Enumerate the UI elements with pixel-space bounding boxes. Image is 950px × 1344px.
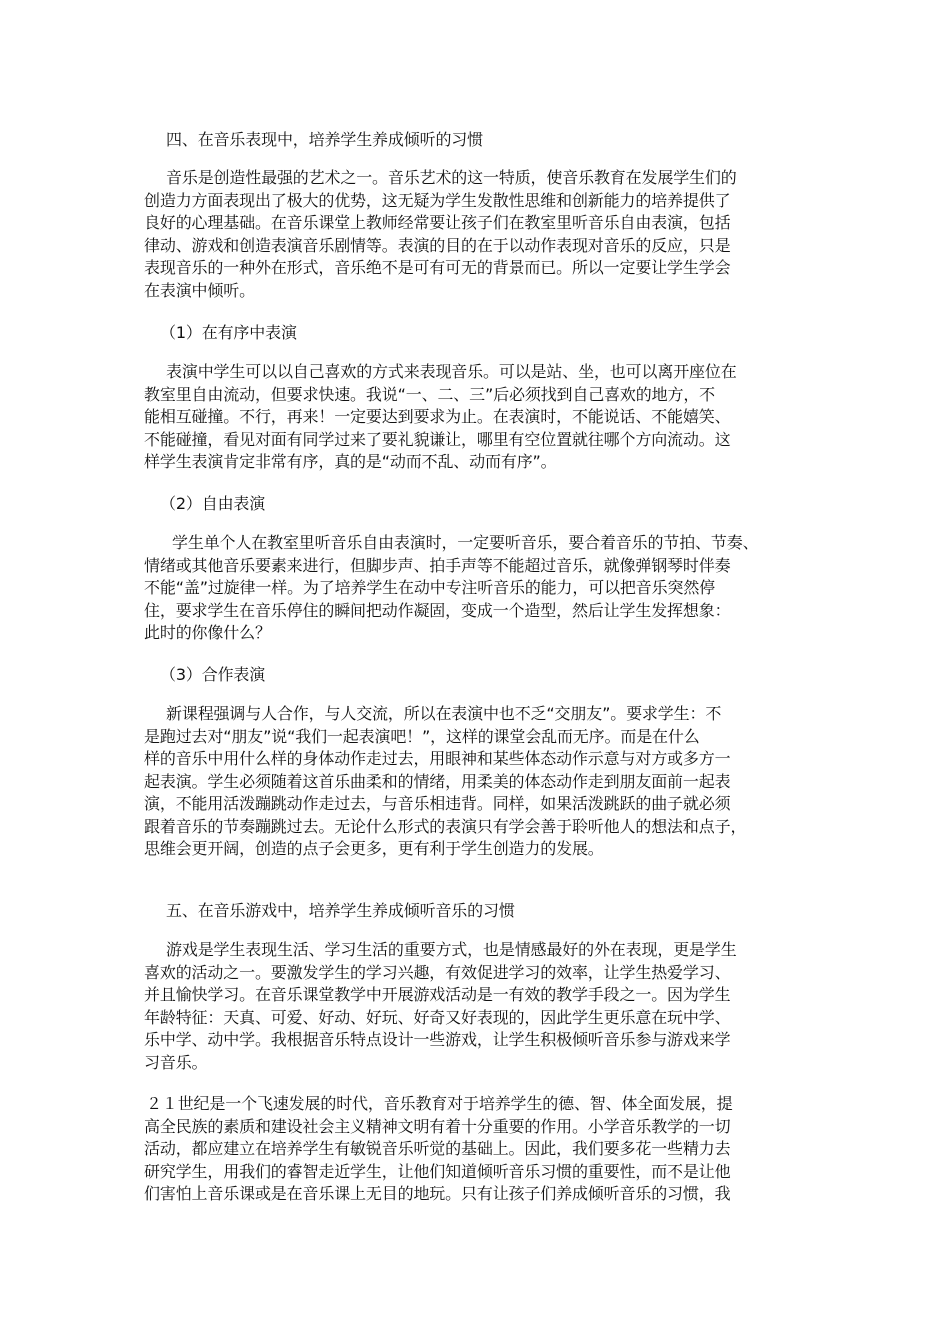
paragraph-line: 良好的心理基础。在音乐课堂上教师经常要让孩子们在教室里听音乐自由表演，包括 (144, 213, 731, 232)
paragraph-line: 思维会更开阔，创造的点子会更多，更有利于学生创造力的发展。 (144, 839, 604, 858)
paragraph-line: 住，要求学生在音乐停住的瞬间把动作凝固，变成一个造型，然后让学生发挥想象： (144, 600, 731, 620)
subsection-title-text: （3）合作表演 (160, 665, 266, 684)
section-5-heading (166, 900, 515, 923)
subsection-3-paragraph (144, 703, 747, 861)
paragraph-line: 在表演中倾听。 (144, 280, 255, 300)
paragraph-line: 演，不能用活泼蹦跳动作走过去，与音乐相违背。同样，如果活泼跳跃的曲子就必须 (144, 794, 731, 813)
paragraph-line: 样的音乐中用什么样的身体动作走过去，用眼神和某些体态动作示意与对方或多方一 (144, 749, 731, 768)
paragraph-line: 新课程强调与人合作，与人交流，所以在表演中也不乏“交朋友”。要求学生：不 (166, 704, 722, 723)
paragraph-line: 表演中学生可以以自己喜欢的方式来表现音乐。可以是站、坐，也可以离开座位在 (166, 362, 737, 381)
paragraph-line: 并且愉快学习。在音乐课堂教学中开展游戏活动是一有效的教学手段之一。因为学生 (144, 985, 731, 1004)
paragraph-line: 活动，都应建立在培养学生有敏锐音乐听觉的基础上。因此，我们要多花一些精力去 (144, 1139, 731, 1158)
paragraph-line: 样学生表演肯定非常有序，真的是“动而不乱、动而有序”。 (144, 452, 557, 471)
paragraph-line: 乐中学、动中学。我根据音乐特点设计一些游戏，让学生积极倾听音乐参与游戏来学 (144, 1030, 731, 1049)
paragraph-line: ２１世纪是一个飞速发展的时代，音乐教育对于培养学生的德、智、体全面发展，提 (146, 1094, 733, 1113)
heading-text: 五、在音乐游戏中，培养学生养成倾听音乐的习惯 (166, 901, 515, 920)
subsection-2-title (160, 493, 265, 516)
paragraph-line: 高全民族的素质和建设社会主义精神文明有着十分重要的作用。小学音乐教学的一切 (144, 1116, 731, 1136)
paragraph-line: 学生单个人在教室里听音乐自由表演时，一定要听音乐，要合着音乐的节拍、节奏、 (172, 533, 759, 552)
subsection-1-title (160, 322, 297, 345)
paragraph-line: 此时的你像什么？ (144, 623, 271, 642)
paragraph-line: 能相互碰撞。不行，再来！一定要达到要求为止。在表演时，不能说话、不能嬉笑、 (144, 407, 731, 426)
subsection-title-text: （2）自由表演 (160, 494, 266, 513)
section-4-intro-paragraph (144, 167, 737, 302)
paragraph-line: 年龄特征：天真、可爱、好动、好玩、好奇又好表现的，因此学生更乐意在玩中学、 (144, 1007, 731, 1027)
subsection-1-paragraph (144, 361, 737, 474)
paragraph-line: 研究学生，用我们的睿智走近学生，让他们知道倾听音乐习惯的重要性，而不是让他 (144, 1161, 731, 1181)
paragraph-line: 情绪或其他音乐要素来进行，但脚步声、拍手声等不能超过音乐，就像弹钢琴时伴奏 (144, 555, 731, 575)
paragraph-line: 跟着音乐的节奏蹦跳过去。无论什么形式的表演只有学会善于聆听他人的想法和点子， (144, 816, 747, 836)
paragraph-line: 教室里自由流动，但要求快速。我说“一、二、三”后必须找到自己喜欢的地方，不 (144, 384, 716, 404)
closing-paragraph (146, 1093, 732, 1206)
paragraph-line: 习音乐。 (144, 1052, 208, 1072)
paragraph-line: 喜欢的活动之一。要激发学生的学习兴趣，有效促进学习的效率，让学生热爱学习、 (144, 962, 731, 982)
paragraph-line: 不能“盖”过旋律一样。为了培养学生在动中专注听音乐的能力，可以把音乐突然停 (144, 578, 716, 597)
paragraph-line: 律动、游戏和创造表演音乐剧情等。表演的目的在于以动作表现对音乐的反应，只是 (144, 235, 731, 255)
paragraph-line: 音乐是创造性最强的艺术之一。音乐艺术的这一特质，使音乐教育在发展学生们的 (166, 168, 737, 187)
paragraph-line: 起表演。学生必须随着这首乐曲柔和的情绪，用柔美的体态动作走到朋友面前一起表 (144, 771, 731, 791)
paragraph-line: 表现音乐的一种外在形式，音乐绝不是可有可无的背景而已。所以一定要让学生学会 (144, 258, 731, 277)
subsection-title-text: （1）在有序中表演 (160, 323, 297, 342)
subsection-2-paragraph (144, 532, 759, 645)
paragraph-line: 游戏是学生表现生活、学习生活的重要方式，也是情感最好的外在表现，更是学生 (166, 940, 737, 959)
subsection-3-title (160, 664, 265, 687)
heading-text: 四、在音乐表现中，培养学生养成倾听的习惯 (166, 130, 484, 149)
paragraph-line: 是跑过去对“朋友”说“我们一起表演吧！”，这样的课堂会乱而无序。而是在什么 (144, 726, 700, 746)
paragraph-line: 不能碰撞，看见对面有同学过来了要礼貌谦让，哪里有空位置就往哪个方向流动。这 (144, 429, 731, 449)
paragraph-line: 们害怕上音乐课或是在音乐课上无目的地玩。只有让孩子们养成倾听音乐的习惯，我 (144, 1184, 731, 1203)
section-4-heading (166, 129, 483, 152)
section-5-paragraph (144, 939, 737, 1074)
paragraph-line: 创造力方面表现出了极大的优势，这无疑为学生发散性思维和创新能力的培养提供了 (144, 190, 731, 210)
